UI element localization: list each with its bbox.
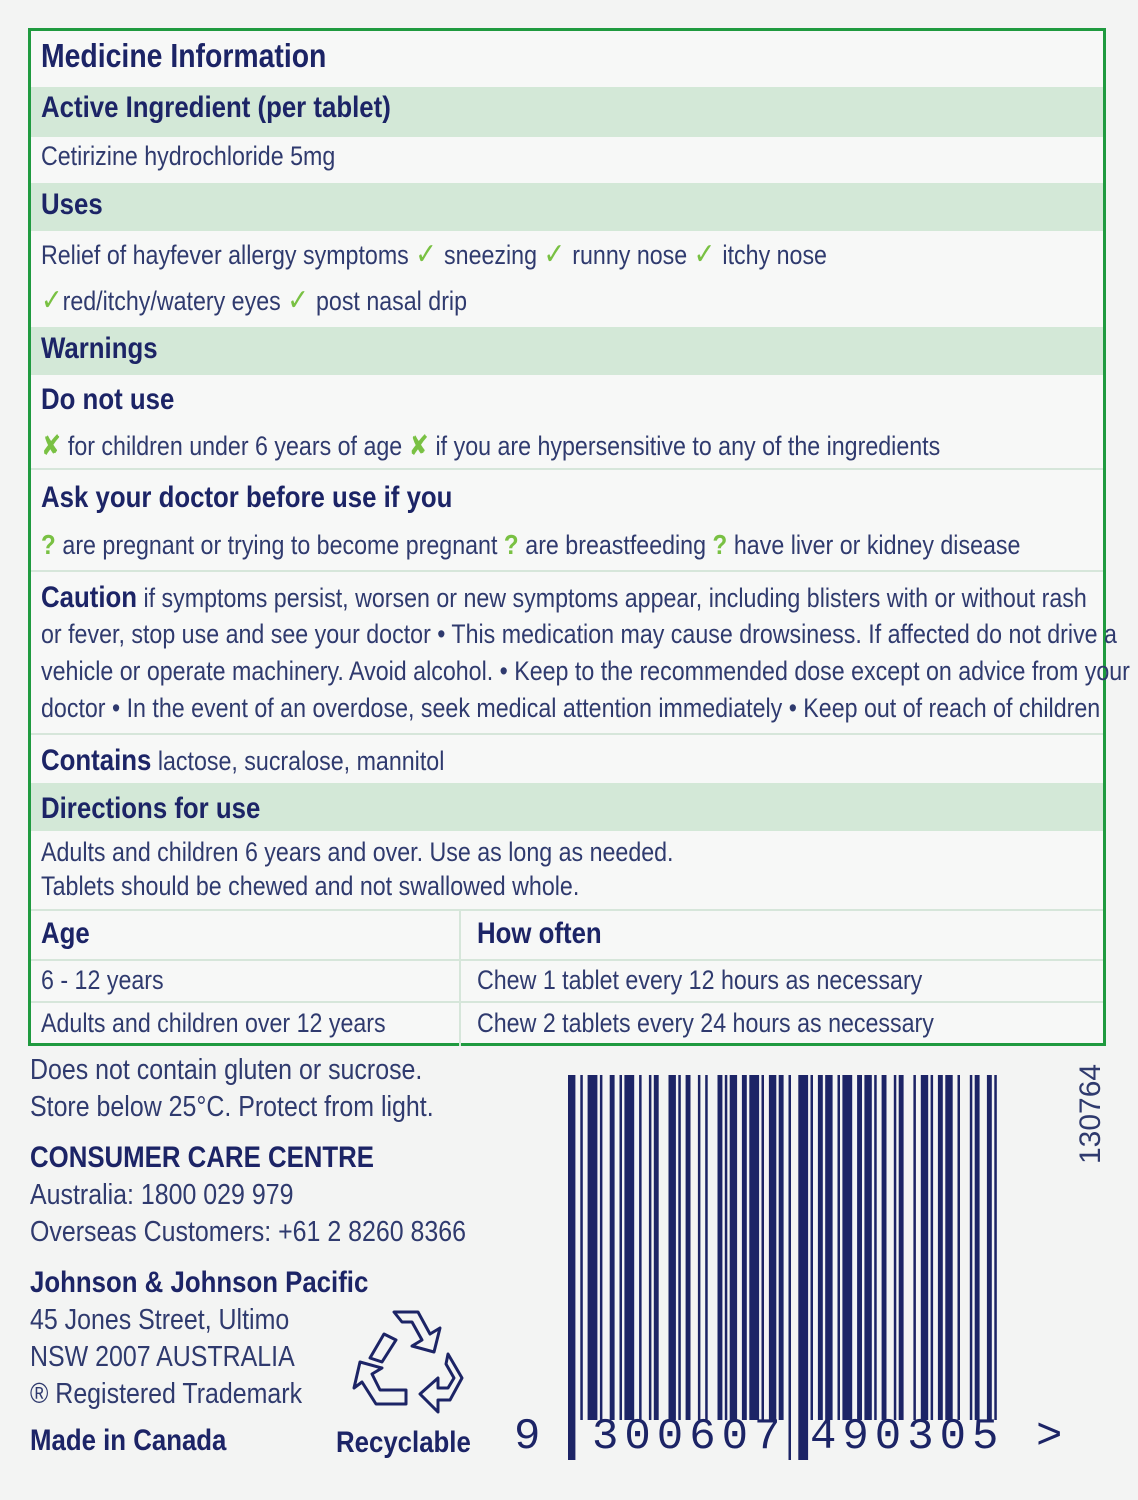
do-not-use-heading: Do not use — [41, 383, 175, 416]
barcode-bar — [975, 1075, 980, 1420]
caution-line-1 — [41, 581, 1087, 615]
barcode-bar — [913, 1075, 916, 1420]
uses-heading-band — [31, 183, 1103, 231]
contains-label: Contains — [41, 744, 152, 777]
uses-item: red/itchy/watery eyes — [62, 286, 281, 316]
barcode-bar — [945, 1075, 952, 1420]
barcode-bar — [864, 1075, 871, 1420]
uses-line-2 — [41, 283, 467, 318]
uses-item: runny nose — [572, 240, 688, 270]
barcode-bar — [798, 1075, 808, 1460]
barcode-bar — [779, 1075, 784, 1420]
barcode-bar — [749, 1075, 759, 1420]
warnings-heading-band — [31, 327, 1103, 375]
barcode-bar — [705, 1075, 708, 1420]
question-icon: ? — [712, 529, 734, 560]
directions-line-2: Tablets should be chewed and not swallowed whole. — [41, 871, 580, 901]
question-icon: ? — [41, 529, 63, 560]
barcode-bar — [825, 1075, 832, 1420]
barcode-bar — [568, 1075, 575, 1460]
barcode-bar — [654, 1075, 659, 1420]
barcode-bar — [718, 1075, 723, 1420]
table-column-divider — [459, 909, 461, 1046]
ask-doctor-heading: Ask your doctor before use if you — [41, 481, 453, 514]
barcode-bar — [742, 1075, 747, 1420]
cross-icon: ✘ — [408, 430, 436, 461]
barcode-bar — [698, 1075, 701, 1420]
divider — [31, 733, 1103, 735]
barcode-arrow: > — [1036, 1412, 1063, 1462]
caution-line-3: vehicle or operate machinery. Avoid alcohol. • Keep to the recommended dose except on advice from your — [41, 656, 1130, 686]
barcode-bar — [600, 1075, 603, 1420]
barcode-bar — [842, 1075, 852, 1420]
barcode-bar — [769, 1075, 776, 1420]
storage-line-2: Store below 25°C. Protect from light. — [30, 1091, 434, 1123]
do-not-use-line — [41, 429, 940, 462]
barcode-bar — [938, 1075, 943, 1420]
barcode-group-2: 490305 — [810, 1412, 1005, 1462]
uses-item: itchy nose — [722, 240, 827, 270]
barcode-bar — [838, 1075, 841, 1420]
caution-label: Caution — [41, 581, 138, 614]
barcode-bar — [931, 1075, 934, 1420]
table-row-1-how-often: Chew 1 tablet every 12 hours as necessary — [477, 965, 923, 995]
barcode-bar — [811, 1075, 814, 1420]
barcode-bar — [649, 1075, 652, 1420]
barcode-bar — [620, 1075, 623, 1420]
barcode-group-1: 300607 — [592, 1412, 787, 1462]
barcode-bar — [818, 1075, 823, 1420]
recycle-icon — [346, 1300, 476, 1420]
ask-doctor-item: are breastfeeding — [525, 530, 707, 560]
barcode-bar — [970, 1075, 973, 1420]
cross-icon: ✘ — [41, 430, 68, 461]
panel-title: Medicine Information — [41, 37, 327, 74]
barcode-bar — [857, 1075, 862, 1420]
checkmark-icon: ✓ — [287, 284, 316, 317]
barcode-bar — [678, 1075, 681, 1420]
warnings-heading: Warnings — [41, 332, 158, 365]
barcode-bar — [588, 1075, 598, 1420]
company-name: Johnson & Johnson Pacific — [30, 1266, 369, 1299]
question-icon: ? — [503, 529, 526, 560]
divider — [31, 1001, 1103, 1003]
active-value: Cetirizine hydrochloride 5mg — [41, 141, 336, 171]
uses-line-1 — [41, 237, 827, 272]
barcode-bar — [899, 1075, 904, 1420]
checkmark-icon: ✓ — [693, 238, 723, 271]
barcode-first-digit: 9 — [514, 1412, 541, 1462]
contains-value: lactose, sucralose, mannitol — [151, 746, 445, 776]
storage-line-1: Does not contain gluten or sucrose. — [30, 1054, 423, 1086]
barcode-bar — [669, 1075, 676, 1420]
barcode-bar — [580, 1075, 583, 1420]
barcode-bar — [686, 1075, 691, 1420]
company-line-1: 45 Jones Street, Ultimo — [30, 1304, 290, 1336]
barcode-bar — [725, 1075, 728, 1420]
checkmark-icon: ✓ — [415, 238, 445, 271]
made-in-label: Made in Canada — [30, 1424, 227, 1457]
recyclable-label: Recyclable — [336, 1426, 471, 1459]
table-row-1-age: 6 - 12 years — [41, 965, 164, 995]
divider — [31, 909, 1103, 911]
ask-doctor-item: are pregnant or trying to become pregnant — [62, 530, 498, 560]
table-header-age: Age — [41, 917, 90, 950]
barcode-bar — [610, 1075, 615, 1420]
do-not-use-item: if you are hypersensitive to any of the ingredients — [435, 431, 941, 461]
caution-text: if symptoms persist, worsen or new symptoms appear, including blisters with or without rash — [137, 583, 1087, 613]
barcode-bar — [762, 1075, 765, 1420]
consumer-line-2: Overseas Customers: +61 2 8260 8366 — [30, 1216, 467, 1248]
barcode-bar — [789, 1075, 792, 1460]
uses-intro: Relief of hayfever allergy symptoms — [41, 240, 409, 270]
barcode-bar — [987, 1075, 992, 1420]
company-line-3: ® Registered Trademark — [30, 1378, 303, 1410]
divider — [31, 959, 1103, 961]
consumer-line-1: Australia: 1800 029 979 — [30, 1179, 294, 1211]
caution-line-4: doctor • In the event of an overdose, seek medical attention immediately • Keep out of reach of children — [41, 693, 1101, 723]
company-line-2: NSW 2007 AUSTRALIA — [30, 1341, 295, 1373]
ask-doctor-item: have liver or kidney disease — [733, 530, 1021, 560]
directions-heading: Directions for use — [41, 792, 261, 825]
table-header-how-often: How often — [477, 917, 602, 950]
consumer-heading: CONSUMER CARE CENTRE — [30, 1141, 375, 1174]
do-not-use-item: for children under 6 years of age — [67, 431, 403, 461]
medicine-info-panel — [28, 28, 1130, 1046]
uses-heading: Uses — [41, 188, 103, 221]
contains-line — [41, 744, 444, 778]
caution-line-2: or fever, stop use and see your doctor • This medication may cause drowsiness. If affected do not drive a — [41, 619, 1117, 649]
directions-line-1: Adults and children 6 years and over. Use as long as needed. — [41, 837, 674, 867]
divider — [31, 468, 1103, 470]
barcode-bar — [894, 1075, 897, 1420]
barcode-bar — [624, 1075, 634, 1420]
table-row-2-how-often: Chew 2 tablets every 24 hours as necessary — [477, 1008, 934, 1038]
barcode-bar — [994, 1075, 997, 1420]
checkmark-icon: ✓ — [543, 238, 573, 271]
uses-item: post nasal drip — [315, 286, 468, 316]
barcode-bar — [730, 1075, 737, 1420]
active-heading: Active Ingredient (per tablet) — [41, 91, 391, 124]
barcode-bar — [882, 1075, 887, 1420]
barcode-bar — [874, 1075, 877, 1420]
uses-item: sneezing — [444, 240, 538, 270]
barcode-bar — [639, 1075, 642, 1420]
side-code: 130764 — [1074, 1063, 1107, 1164]
barcode-bar — [958, 1075, 961, 1420]
barcode — [566, 1075, 1032, 1460]
divider — [31, 570, 1103, 572]
checkmark-icon: ✓ — [41, 284, 63, 317]
table-row-2-age: Adults and children over 12 years — [41, 1008, 386, 1038]
ask-doctor-line — [41, 529, 1020, 561]
barcode-bar — [921, 1075, 928, 1420]
